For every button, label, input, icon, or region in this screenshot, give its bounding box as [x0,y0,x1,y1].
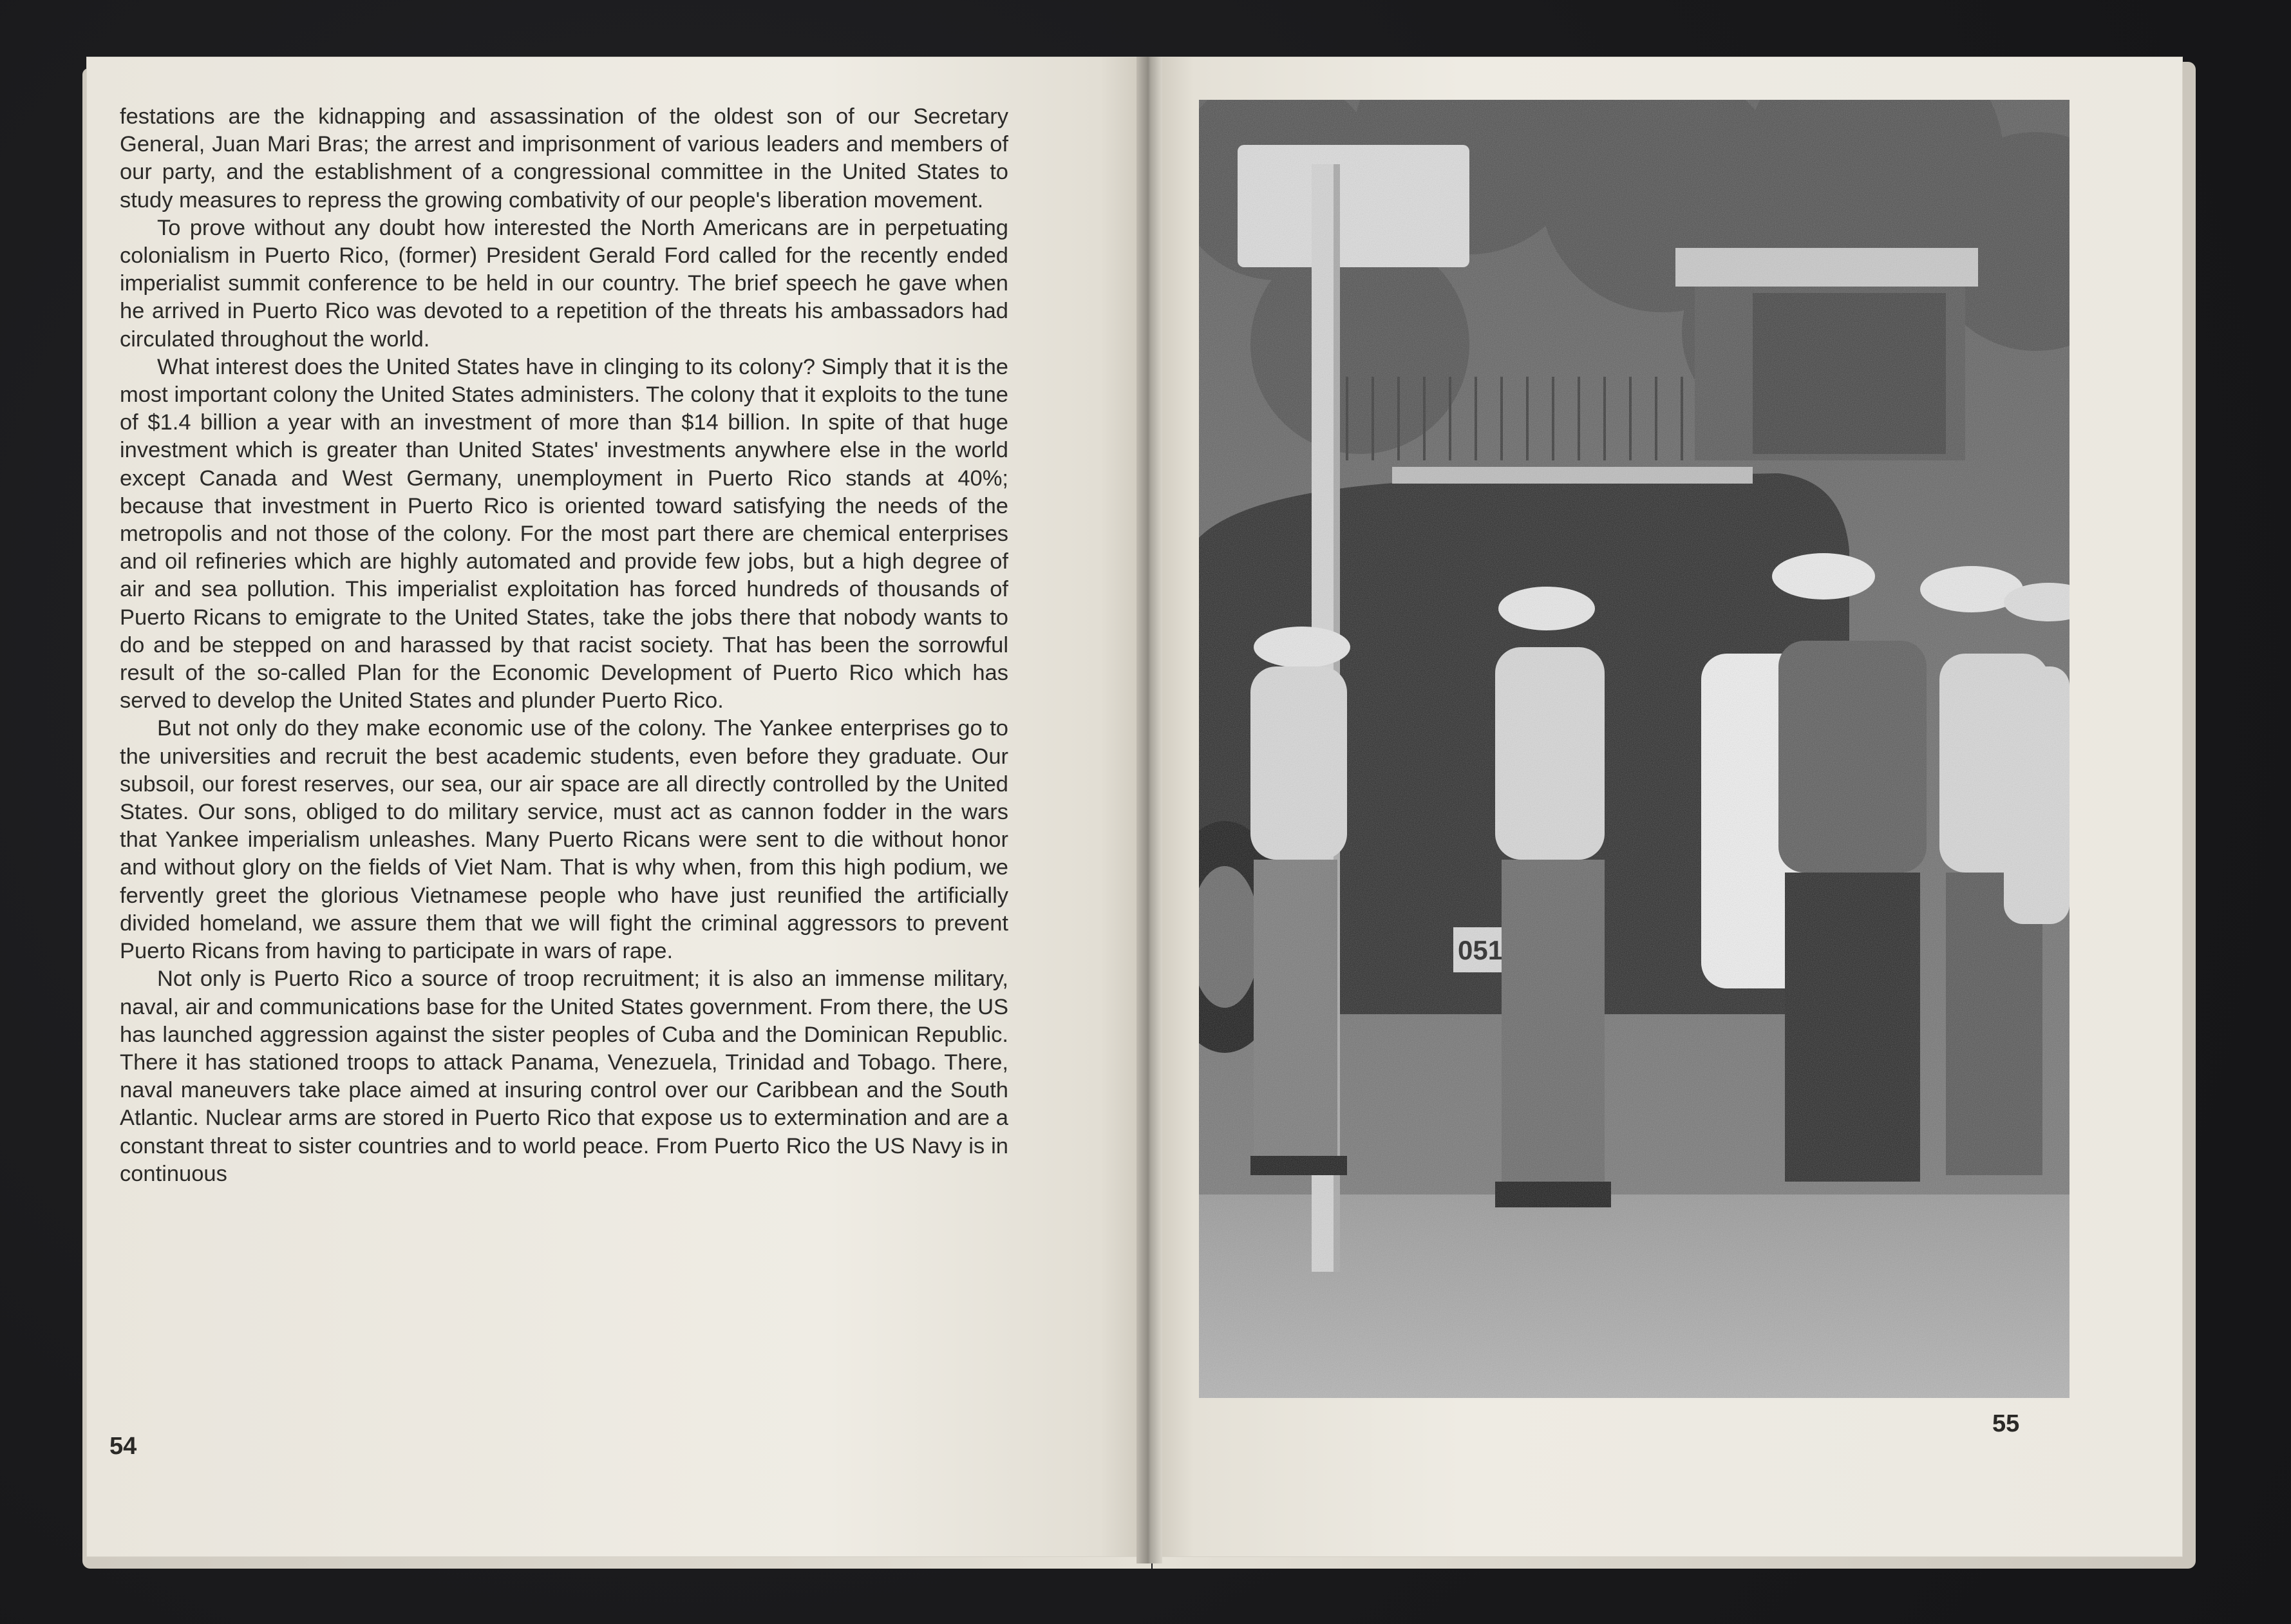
page-number-left: 54 [109,1433,137,1460]
paragraph: What interest does the United States have in clinging to its colony? Simply that it is the most important colony the United States administers. The colony that it exploits to the tune of $1.4 billion a year with an investment of more than $14 billion. In spite of that huge investment which is greater than United States' investments anywhere else in the world except Canada and West Germany, unemployment in Puerto Rico stands at 40%; because that investment in Puerto Rico is oriented toward satisfying the needs of the metropolis and not those of the colony. For the most part there are chemical enterprises and oil refineries which are highly automated and provide few jobs, but a high degree of air and sea pollution. This imperialist exploitation has forced hundreds of thousands of Puerto Ricans to emigrate to the United States, take the jobs there that nobody wants to do and be stepped on and harassed by that racist society. That has been the sorrowful result of the so-called Plan for the Economic Development of Puerto Rico which has served to develop the United States and plunder Puerto Rico. [120,354,1008,713]
paragraph: Not only is Puerto Rico a source of troop recruitment; it is also an immense military, naval, air and communications base for the United States government. From there, the US has launched aggression against the sister peoples of Cuba and the Dominican Republic. There it has stationed troops to attack Panama, Venezuela, Trinidad and Tobago. There, naval maneuvers take place aimed at insuring control over our Caribbean and the South Atlantic. Nuclear arms are stored in Puerto Rico that expose us to extermination and are a constant threat to sister countries and to world peace. From Puerto Rico the US Navy is in continuous [120,967,1008,1186]
page-number-right: 55 [1992,1410,2020,1437]
paragraph: But not only do they make economic use of the colony. The Yankee enterprises go to the universities and recruit the best academic students, even before they graduate. Our subsoil, our forest reserves, our sea, our air space are all directly controlled by the United States. Our sons, obliged to do military service, must act as cannon fodder in the wars that Yankee imperialism unleashes. Many Puerto Ricans were sent to die without honor and without glory on the fields of Viet Nam. That is why when, from this high podium, we fervently greet the glorious Vietnamese people who have just reunified the artificially divided homeland, we assure them that we will fight the criminal aggressors to prevent Puerto Ricans from having to participate in wars of rape. [120,716,1008,964]
book-gutter [1136,57,1162,1563]
paragraph: festations are the kidnapping and assassination of the oldest son of our Secretary General, Juan Mari Bras; the arrest and imprisonment of various leaders and members of our party, and the establishment of a congressional committee in the United States to study measures to repress the growing combativity of our people's liberation movement. [120,104,1008,212]
body-text [120,103,1008,1188]
photo-illustration [1199,100,2069,1398]
paragraph: To prove without any doubt how interested the North Americans are in perpetuating colonialism in Puerto Rico, (former) President Gerald Ford called for the recently ended imperialist summit conference to be held in our country. The brief speech he gave when he arrived in Puerto Rico was devoted to a repetition of the threats his ambassadors had circulated throughout the world. [120,215,1008,352]
photograph-police-scene [1199,100,2069,1398]
